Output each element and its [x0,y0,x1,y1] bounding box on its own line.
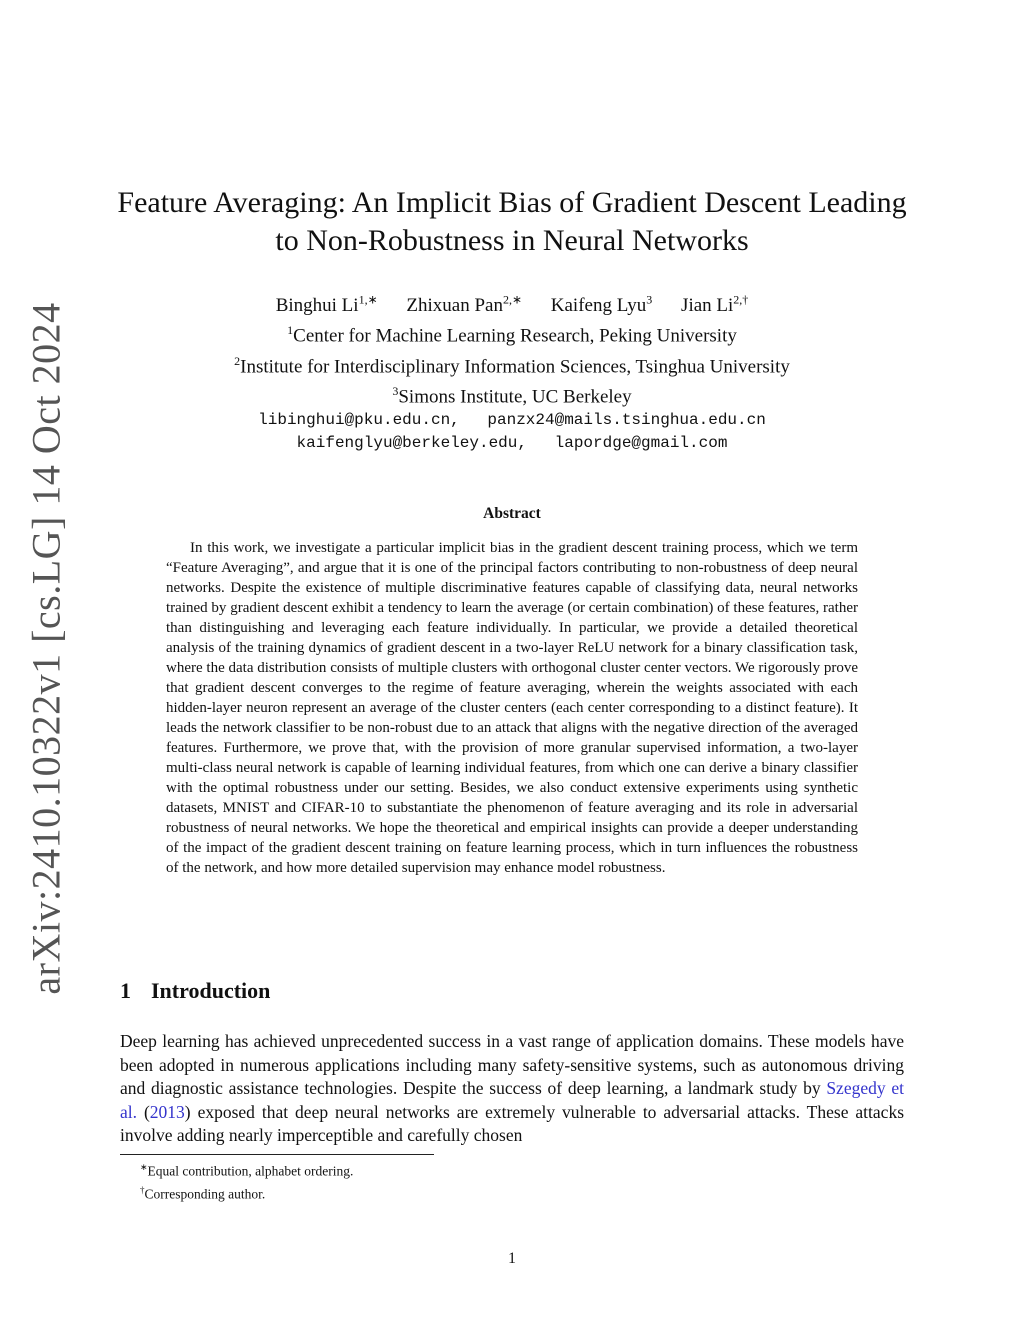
author-mark: 3 [646,293,653,307]
intro-paragraph: Deep learning has achieved unprecedented success in a vast range of application domains. These models have been adopted in numerous applications including many safety-sensitive systems, such as autonomous driving and diagnostic assistance technologies. Despite the success of deep learning, a landmark study by Szegedy et al. (2013) exposed that deep neural networks are extremely vulnerable to adversarial attacks. These attacks involve adding nearly imperceptible and carefully chosen [120,1031,904,1145]
email-line: kaifenglyu@berkeley.edu, lapordge@gmail.com [296,434,728,453]
email-line: libinghui@pku.edu.cn, panzx24@mails.tsinghua.edu.cn [258,411,766,430]
affiliation: $^1$Center for Machine Learning Research, Peking University [287,323,737,347]
citation-year-link[interactable]: 2013 [149,1101,185,1122]
author-block [100,288,924,455]
abstract-text: In this work, we investigate a particular implicit bias in the gradient descent training process, which we term “Feature Averaging”, and argue that it is one of the principal factors contributing to non-robustness of deep neural networks. Despite the existence of multiple discriminative features capable of classifying data, neural networks trained by gradient descent exhibit a tendency to learn the average (or certain combination) of these features, rather than distinguishing and leveraging each feature individually. In particular, we provide a detailed theoretical analysis of the training dynamics of gradient descent in a two-layer ReLU network for a binary classification task, where the data distribution consists of multiple clusters with orthogonal cluster center vectors. We rigorously prove that gradient descent converges to the regime of feature averaging, wherein the weights associated with each hidden-layer neuron represent an average of the cluster centers (each center corresponding to a distinct feature). It leads the network classifier to be non-robust due to an attack that aligns with the negative direction of the averaged features. Furthermore, we prove that, with the provision of more granular supervised information, a two-layer multi-class neural network is capable of learning individual features, from which one can derive a binary classifier with the optimal robustness under our setting. Besides, we also conduct extensive experiments using synthetic datasets, MNIST and CIFAR-10 to substantiate the phenomenon of feature averaging and its role in adversarial robustness of neural networks. We hope the theoretical and empirical insights can provide a deeper understanding of the impact of the gradient descent training on feature learning process, which in turn influences the robustness of the network, and how more detailed supervision may enhance model robustness. [166,540,858,876]
email[interactable]: kaifenglyu@berkeley.edu [296,434,518,453]
page-number: 1 [508,1250,516,1267]
email[interactable]: lapordge@gmail.com [554,434,728,453]
footnote: ∗Equal contribution, alphabet ordering. [140,1162,354,1179]
author-mark: 1,∗ [358,293,378,307]
author-mark: 2,† [733,293,749,307]
footnote: †Corresponding author. [140,1184,266,1201]
author: Kaifeng Lyu$^3$ [550,293,653,317]
arxiv-stamp-text: arXiv:2410.10322v1 [cs.LG] 14 Oct 2024 [23,301,69,995]
section-title: Introduction [151,978,271,1003]
footnotes [140,1158,740,1203]
paper-title [100,184,924,260]
section-heading [120,978,270,1004]
title-line-1: Feature Averaging: An Implicit Bias of Gradient Descent Leading [117,186,907,219]
author: Zhixuan Pan$^{2,∗}$ [406,293,523,317]
citation-link[interactable]: Szegedy et al. [120,1078,904,1122]
author-list [100,288,924,318]
email[interactable]: libinghui@pku.edu.cn [258,411,451,430]
abstract-heading: Abstract [483,505,541,522]
section-number: 1 [120,978,131,1003]
arxiv-stamp [20,301,72,995]
email[interactable]: panzx24@mails.tsinghua.edu.cn [487,411,766,430]
affiliation: $^2$Institute for Interdisciplinary Information Sciences, Tsinghua University [234,353,790,377]
footnote-divider [120,1154,434,1155]
author-mark: 2,∗ [502,293,523,307]
title-line-2: to Non-Robustness in Neural Networks [275,224,749,257]
author: Jian $Li^{2,\dagger}$ [681,293,749,317]
affiliation: $^3$Simons Institute, UC Berkeley [392,383,632,408]
author: Binghui $Li^{1,∗}$ [275,293,378,317]
